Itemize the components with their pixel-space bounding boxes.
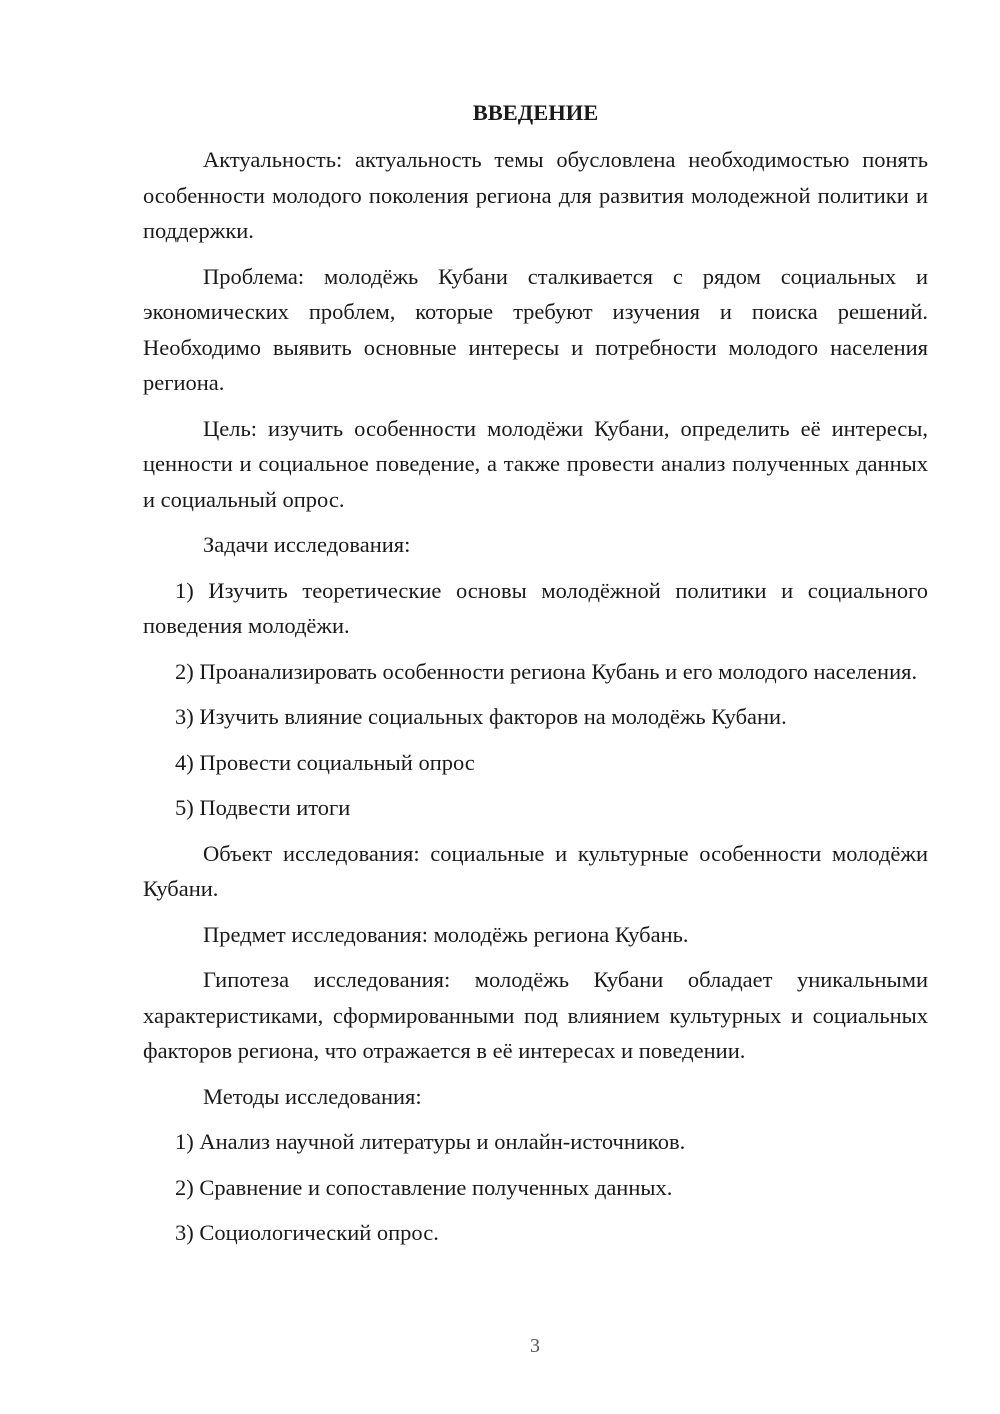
page-content bbox=[143, 95, 928, 1261]
method-item: 1) Анализ научной литературы и онлайн-источников. bbox=[175, 1129, 686, 1154]
paragraph-methods-heading: Методы исследования: bbox=[203, 1083, 422, 1109]
paragraph-problem: Проблема: молодёжь Кубани сталкивается с рядом социальных и экономических проблем, которые требуют изучения и поиска решений. Необходимо выявить основные интересы и потребности молодого населения региона. bbox=[143, 263, 928, 395]
paragraph-object: Объект исследования: социальные и культурные особенности молодёжи Кубани. bbox=[143, 840, 928, 901]
task-item: 5) Подвести итоги bbox=[175, 795, 351, 820]
task-item: 2) Проанализировать особенности региона Кубань и его молодого населения. bbox=[175, 658, 918, 684]
paragraph-relevance: Актуальность: актуальность темы обусловлена необходимостью понять особенности молодого поколения региона для развития молодежной политики и поддержки. bbox=[143, 147, 928, 243]
method-item: 3) Социологический опрос. bbox=[175, 1220, 439, 1245]
paragraph-hypothesis: Гипотеза исследования: молодёжь Кубани обладает уникальными характеристиками, сформированными под влиянием культурных и социальных факторов региона, что отражается в её интересах и поведении. bbox=[143, 967, 928, 1063]
task-item: 1) Изучить теоретические основы молодёжной политики и социального поведения молодёжи. bbox=[143, 577, 928, 638]
section-title: ВВЕДЕНИЕ bbox=[472, 100, 599, 125]
paragraph-subject: Предмет исследования: молодёжь региона Кубань. bbox=[203, 921, 689, 947]
paragraph-tasks-heading: Задачи исследования: bbox=[203, 532, 411, 557]
page-number: 3 bbox=[530, 1335, 540, 1357]
task-item: 3) Изучить влияние социальных факторов на молодёжь Кубани. bbox=[175, 704, 787, 729]
method-item: 2) Сравнение и сопоставление полученных данных. bbox=[175, 1174, 673, 1200]
paragraph-goal: Цель: изучить особенности молодёжи Кубани, определить её интересы, ценности и социальное поведение, а также провести анализ полученных данных и социальный опрос. bbox=[143, 415, 928, 512]
task-item: 4) Провести социальный опрос bbox=[175, 749, 475, 775]
